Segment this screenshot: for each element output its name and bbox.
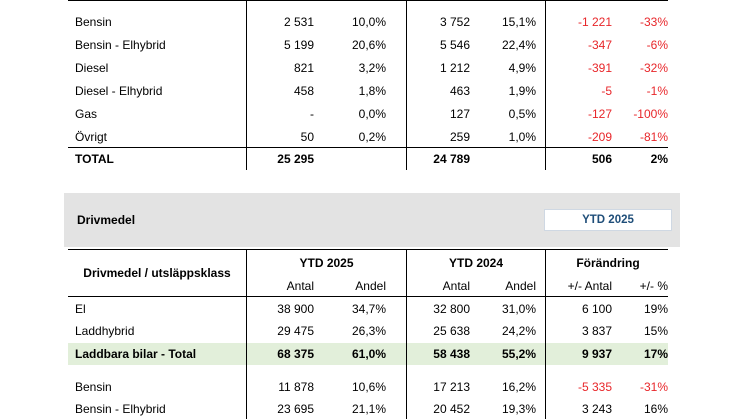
andel-2024: 0,5% <box>508 107 536 121</box>
subtotal-antal-2024: 58 438 <box>433 347 470 361</box>
divider-2025 <box>406 249 407 419</box>
andel-2025: 20,6% <box>351 38 386 52</box>
diff-antal: 6 100 <box>581 302 612 316</box>
row-label: Bensin - Elhybrid <box>75 402 166 416</box>
section-title: Drivmedel <box>77 213 136 227</box>
top-rule <box>68 0 668 1</box>
diff-pct: -33% <box>639 15 668 29</box>
diff-pct: -32% <box>639 61 668 75</box>
andel-2024: 19,3% <box>501 402 536 416</box>
total-antal-2025: 25 295 <box>277 152 314 166</box>
andel-2024: 31,0% <box>501 302 536 316</box>
andel-2024: 1,0% <box>508 130 536 144</box>
diff-antal: 3 837 <box>581 324 612 338</box>
antal-2024: 32 800 <box>433 302 470 316</box>
antal-2024: 463 <box>449 84 470 98</box>
antal-2025: 2 531 <box>283 15 314 29</box>
header-top-rule <box>68 249 668 250</box>
header-antal-2024: Antal <box>442 279 470 293</box>
total-diff-pct: 2% <box>650 152 668 166</box>
andel-2025: 0,2% <box>358 130 386 144</box>
divider-2025 <box>406 0 407 170</box>
andel-2024: 22,4% <box>501 38 536 52</box>
antal-2024: 259 <box>449 130 470 144</box>
row-label: Övrigt <box>75 130 108 144</box>
andel-2025: 1,8% <box>358 84 386 98</box>
diff-pct: -31% <box>639 380 668 394</box>
andel-2025: 26,3% <box>351 324 386 338</box>
period-badge: YTD 2025 <box>544 209 672 231</box>
subtotal-diff-antal: 9 937 <box>581 347 612 361</box>
divider-2025 <box>406 343 407 365</box>
antal-2024: 127 <box>449 107 470 121</box>
subtotal-diff-pct: 17% <box>643 347 668 361</box>
row-label: Bensin - Elhybrid <box>75 38 166 52</box>
antal-2025: 50 <box>300 130 314 144</box>
diff-antal: -5 <box>601 84 612 98</box>
header-diff-antal: +/- Antal <box>567 279 612 293</box>
antal-2025: 29 475 <box>277 324 314 338</box>
diff-pct: -1% <box>646 84 668 98</box>
header-diff-pct: +/- % <box>639 279 668 293</box>
diff-pct: 15% <box>643 324 668 338</box>
diff-antal: -127 <box>587 107 612 121</box>
divider-2024 <box>545 343 546 365</box>
andel-2025: 0,0% <box>358 107 386 121</box>
antal-2024: 5 546 <box>439 38 470 52</box>
header-drivmedel: Drivmedel / utsläppsklass <box>83 266 231 280</box>
header-antal-2025: Antal <box>286 279 314 293</box>
antal-2025: 38 900 <box>277 302 314 316</box>
andel-2024: 24,2% <box>501 324 536 338</box>
diff-antal: -347 <box>587 38 612 52</box>
total-rule <box>68 147 668 148</box>
antal-2025: 5 199 <box>283 38 314 52</box>
diff-antal: -209 <box>587 130 612 144</box>
divider-label <box>246 0 247 170</box>
diff-pct: -81% <box>639 130 668 144</box>
subtotal-andel-2024: 55,2% <box>501 347 536 361</box>
divider-2024 <box>545 249 546 419</box>
subtotal-label: Laddbara bilar - Total <box>75 347 197 361</box>
andel-2025: 21,1% <box>351 402 386 416</box>
diff-pct: 16% <box>643 402 668 416</box>
header-bottom-rule <box>68 296 668 297</box>
total-diff-antal: 506 <box>591 152 612 166</box>
antal-2025: 821 <box>293 61 314 75</box>
andel-2025: 3,2% <box>358 61 386 75</box>
andel-2024: 4,9% <box>508 61 536 75</box>
antal-2024: 1 212 <box>439 61 470 75</box>
antal-2025: 458 <box>293 84 314 98</box>
diff-antal: 3 243 <box>581 402 612 416</box>
header-ytd-2024: YTD 2024 <box>448 256 504 270</box>
header-forandring: Förändring <box>576 256 640 270</box>
andel-2025: 34,7% <box>351 302 386 316</box>
antal-2024: 17 213 <box>433 380 470 394</box>
row-label: Laddhybrid <box>75 324 135 338</box>
row-label: Diesel <box>75 61 109 75</box>
total-label: TOTAL <box>75 152 114 166</box>
header-andel-2025: Andel <box>355 279 386 293</box>
diff-pct: -100% <box>633 107 668 121</box>
diff-pct: -6% <box>646 38 668 52</box>
row-label: Bensin <box>75 380 112 394</box>
antal-2024: 3 752 <box>439 15 470 29</box>
antal-2024: 25 638 <box>433 324 470 338</box>
antal-2025: - <box>310 107 314 121</box>
divider-label <box>246 249 247 419</box>
total-antal-2024: 24 789 <box>433 152 470 166</box>
andel-2025: 10,0% <box>351 15 386 29</box>
andel-2025: 10,6% <box>351 380 386 394</box>
subtotal-antal-2025: 68 375 <box>277 347 314 361</box>
antal-2025: 11 878 <box>278 380 314 394</box>
divider-label <box>246 343 247 365</box>
divider-2024 <box>545 0 546 170</box>
row-label: Bensin <box>75 15 112 29</box>
diff-antal: -5 335 <box>577 380 612 394</box>
andel-2024: 15,1% <box>501 15 536 29</box>
andel-2024: 1,9% <box>508 84 536 98</box>
diff-antal: -391 <box>587 61 612 75</box>
diff-antal: -1 221 <box>577 15 612 29</box>
antal-2024: 20 452 <box>433 402 470 416</box>
header-ytd-2025: YTD 2025 <box>299 256 354 270</box>
row-label: Gas <box>75 107 98 121</box>
row-label: Diesel - Elhybrid <box>75 84 163 98</box>
diff-pct: 19% <box>643 302 668 316</box>
subtotal-andel-2025: 61,0% <box>351 347 386 361</box>
andel-2024: 16,2% <box>501 380 536 394</box>
antal-2025: 23 695 <box>277 402 314 416</box>
header-andel-2024: Andel <box>505 279 536 293</box>
row-label: El <box>75 302 86 316</box>
